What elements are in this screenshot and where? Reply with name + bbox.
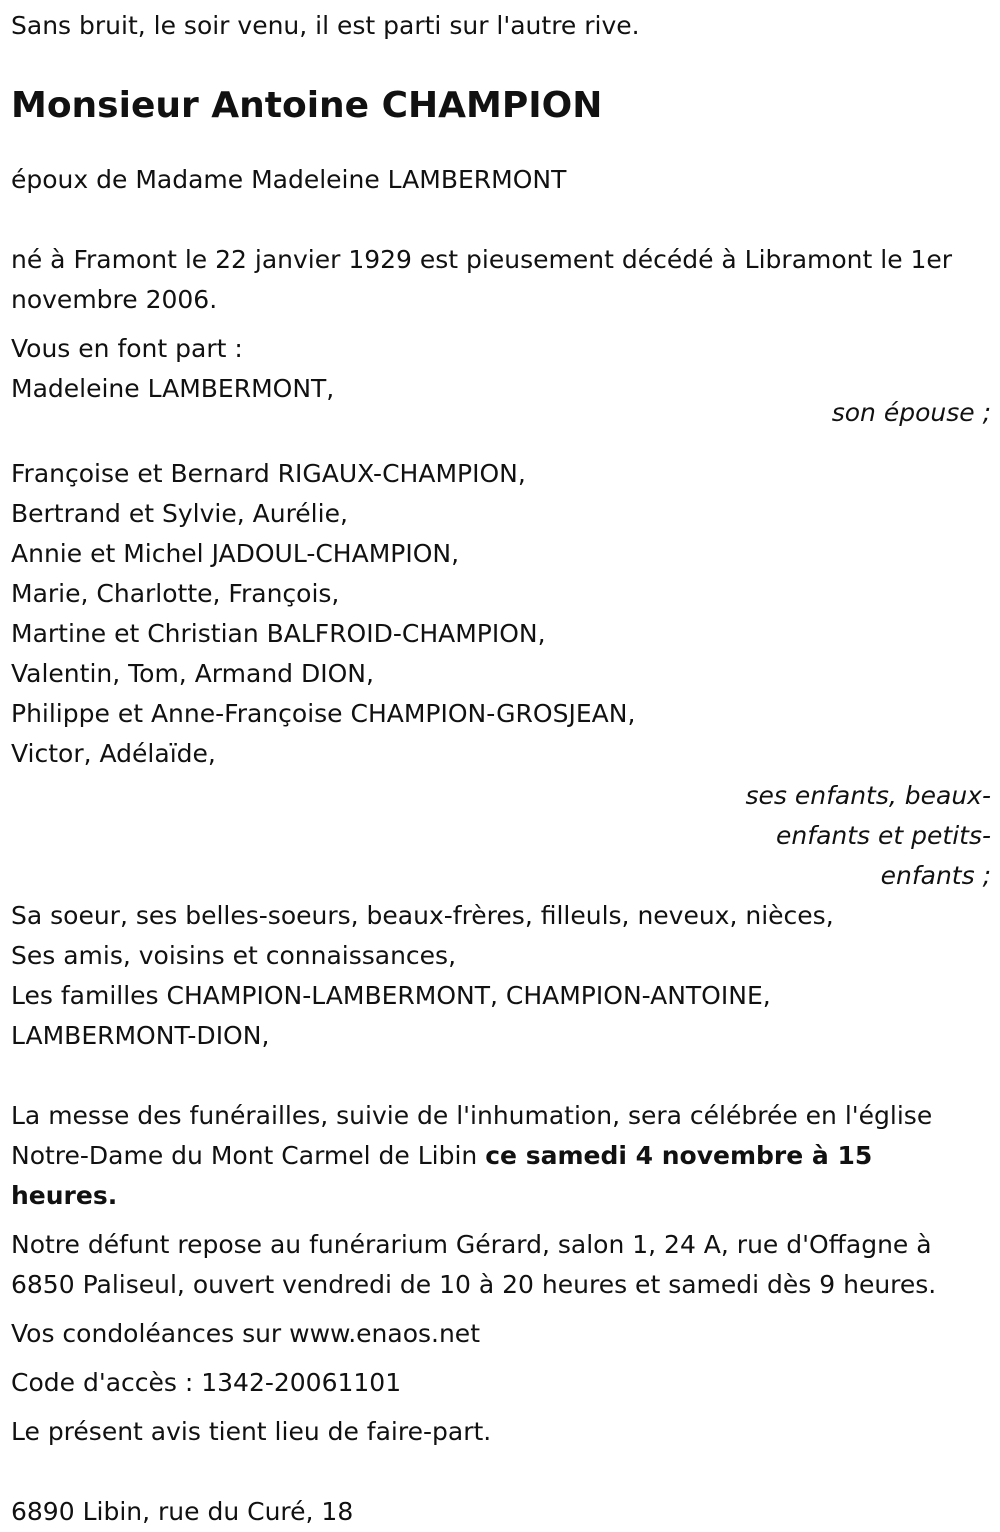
list-item: Bertrand et Sylvie, Aurélie, [11, 499, 348, 528]
obituary-notice [11, 6, 991, 1532]
notice-line: Le présent avis tient lieu de faire-part. [11, 1417, 492, 1446]
epigraph: Sans bruit, le soir venu, il est parti sur l'autre rive. [11, 11, 640, 40]
list-item: Victor, Adélaïde, [11, 739, 216, 768]
spouse-role: son épouse ; [831, 398, 991, 427]
funeral-description: La messe des funérailles, suivie de l'inhumation, sera célébrée en l'église Notre-Dame du Mont Carmel de Libin [11, 1101, 933, 1170]
list-item: Les familles CHAMPION-LAMBERMONT, CHAMPION-ANTOINE, [11, 981, 771, 1010]
address-line: 6890 Libin, rue du Curé, 18 [11, 1497, 354, 1526]
funeral-date: ce samedi 4 novembre à 15 heures. [11, 1141, 873, 1210]
condolences-line: Vos condoléances sur www.enaos.net [11, 1319, 480, 1348]
list-item: Sa soeur, ses belles-soeurs, beaux-frères, filleuls, neveux, nièces, [11, 901, 834, 930]
spouse-line: époux de Madame Madeleine LAMBERMONT [11, 165, 567, 194]
rest-info: Notre défunt repose au funérarium Gérard, salon 1, 24 A, rue d'Offagne à 6850 Paliseul, ouvert vendredi de 10 à 20 heures et samedi dès 9 heures. [11, 1230, 937, 1299]
announce-intro: Vous en font part : [11, 334, 243, 363]
list-item: Ses amis, voisins et connaissances, [11, 941, 457, 970]
list-item: Martine et Christian BALFROID-CHAMPION, [11, 619, 546, 648]
list-item: Annie et Michel JADOUL-CHAMPION, [11, 539, 460, 568]
spouse-name: Madeleine LAMBERMONT, [11, 374, 335, 403]
deceased-name: Monsieur Antoine CHAMPION [11, 85, 603, 126]
access-code: Code d'accès : 1342-20061101 [11, 1368, 402, 1397]
relatives-list [11, 896, 991, 1056]
birth-death-text: né à Framont le 22 janvier 1929 est pieusement décédé à Libramont le 1er novembre 2006. [11, 245, 953, 314]
children-list [11, 454, 991, 774]
funeral-text [11, 1096, 976, 1216]
list-item: Philippe et Anne-Françoise CHAMPION-GROSJEAN, [11, 699, 636, 728]
list-item: LAMBERMONT-DION, [11, 1021, 270, 1050]
list-item: Françoise et Bernard RIGAUX-CHAMPION, [11, 459, 526, 488]
list-item: Valentin, Tom, Armand DION, [11, 659, 374, 688]
children-role: ses enfants, beaux-enfants et petits-enfants ; [745, 781, 991, 890]
list-item: Marie, Charlotte, François, [11, 579, 340, 608]
